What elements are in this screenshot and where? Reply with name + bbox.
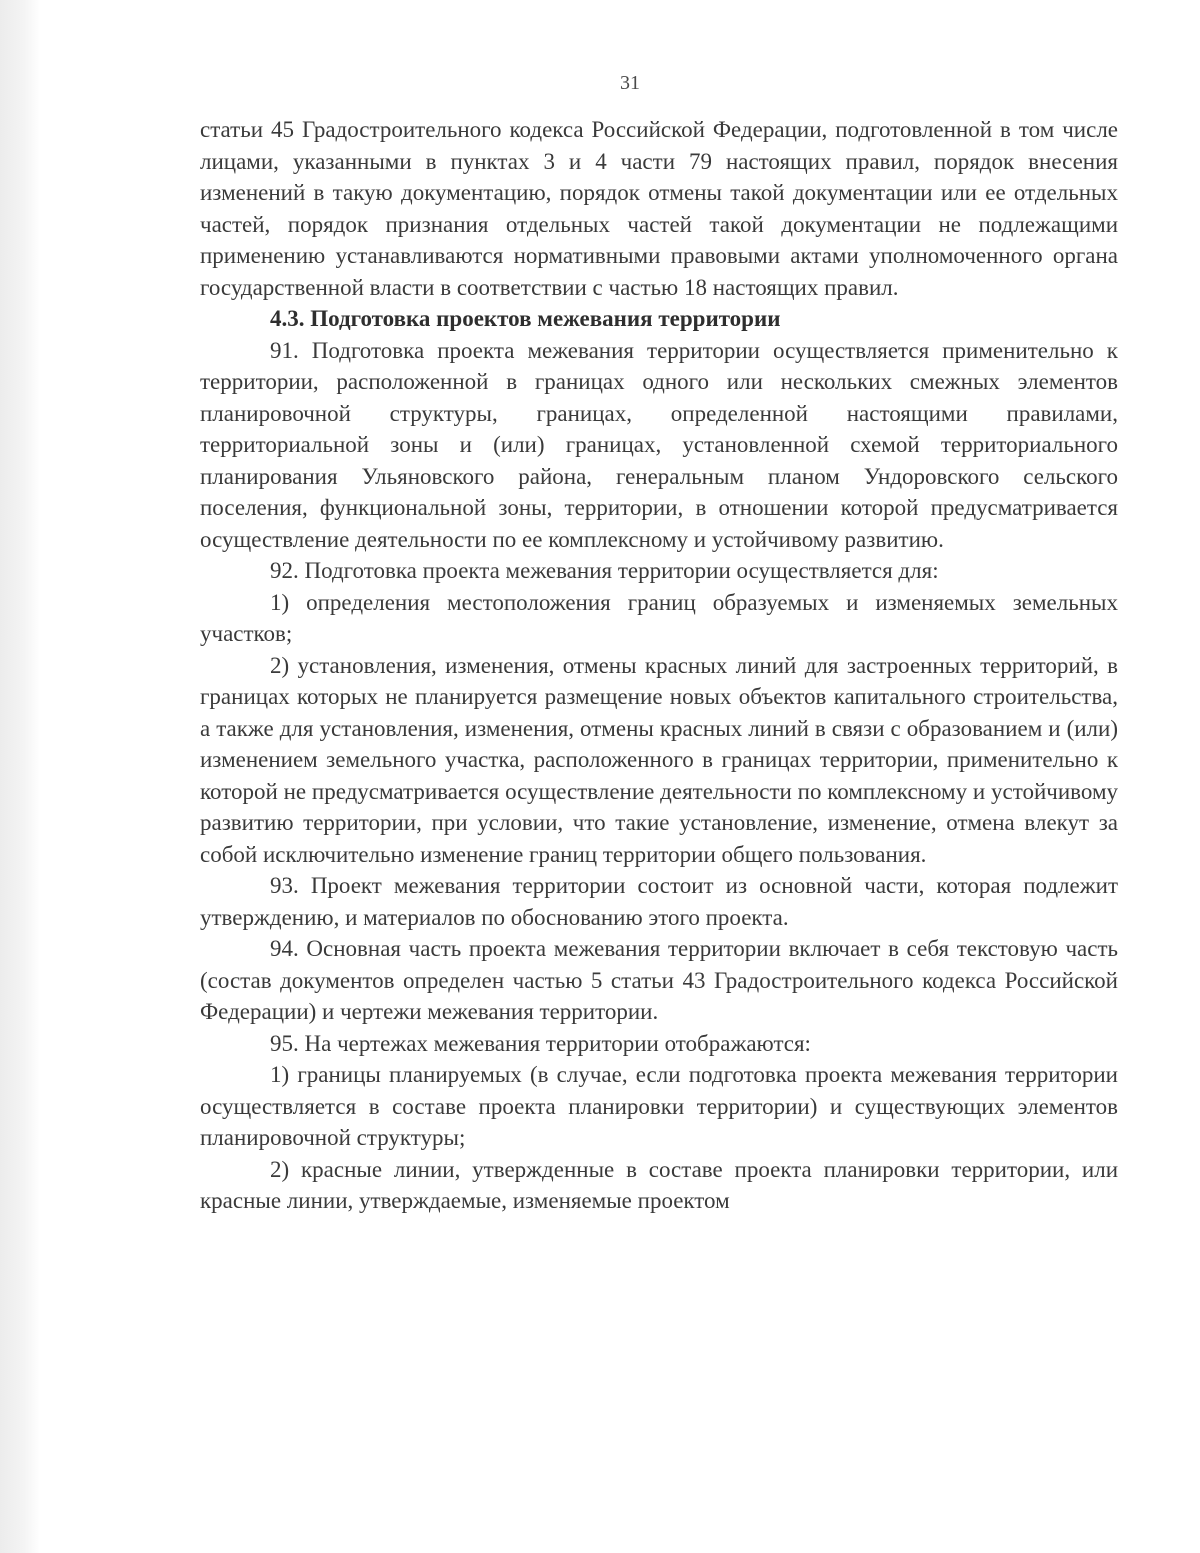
paragraph-93: 93. Проект межевания территории состоит из основной части, которая подлежит утверждению, и материалов по обоснованию этого проекта. [200, 873, 1118, 930]
paragraph-91: 91. Подготовка проекта межевания территории осуществляется применительно к территории, расположенной в границах одного или нескольких смежных элементов планировочной структуры, границах, определенной настоящими правилами, территориальной зоны и (или) границах, установленной схемой территориального планирования Ульяновского района, генеральным планом Ундоровского сельского поселения, функциональной зоны, территории, в отношении которой предусматривается осуществление деятельности по ее комплексному и устойчивому развитию. [200, 337, 1118, 552]
paragraph-92: 92. Подготовка проекта межевания территории осуществляется для: [270, 558, 939, 583]
paragraph-94: 94. Основная часть проекта межевания территории включает в себя текстовую часть (состав документов определен частью 5 статьи 43 Градостроительного кодекса Российской Федерации) и чертежи межевания территории. [200, 936, 1118, 1024]
paragraph-95-item-1: 1) границы планируемых (в случае, если подготовка проекта межевания территории осуществляется в составе проекта планировки территории) и существующих элементов планировочной структуры; [200, 1062, 1118, 1150]
section-heading: 4.3. Подготовка проектов межевания территории [270, 306, 781, 331]
paragraph-92-item-1: 1) определения местоположения границ образуемых и изменяемых земельных участков; [200, 589, 1118, 646]
scan-edge-shadow [0, 0, 40, 1553]
paragraph-95: 95. На чертежах межевания территории отображаются: [270, 1030, 811, 1056]
paragraph-92-item-2: 2) установления, изменения, отмены красных линий для застроенных территорий, в границах которых не планируется размещение новых объектов капитального строительства, а также для установления, изменения, отмены красных линий в связи с образованием и (или) изменением земельного участка, расположенного в границах территории, применительно к которой не предусматривается осуществление деятельности по комплексному и устойчивому развитию территории, при условии, что такие установление, изменение, отмена влекут за собой исключительно изменение границ территории общего пользования. [200, 652, 1118, 867]
paragraph-95-item-2: 2) красные линии, утвержденные в составе проекта планировки территории, или красные линии, утверждаемые, изменяемые проектом [200, 1156, 1118, 1213]
document-body [200, 114, 1118, 1217]
intro-paragraph: статьи 45 Градостроительного кодекса Российской Федерации, подготовленной в том числе лицами, указанными в пунктах 3 и 4 части 79 настоящих правил, порядок внесения изменений в такую документацию, порядок отмены такой документации или ее отдельных частей, порядок признания отдельных частей такой документации не подлежащими применению устанавливаются нормативными правовыми актами уполномоченного органа государственной власти в соответствии с частью 18 настоящих правил. [200, 117, 1118, 300]
page-number: 31 [620, 72, 640, 94]
